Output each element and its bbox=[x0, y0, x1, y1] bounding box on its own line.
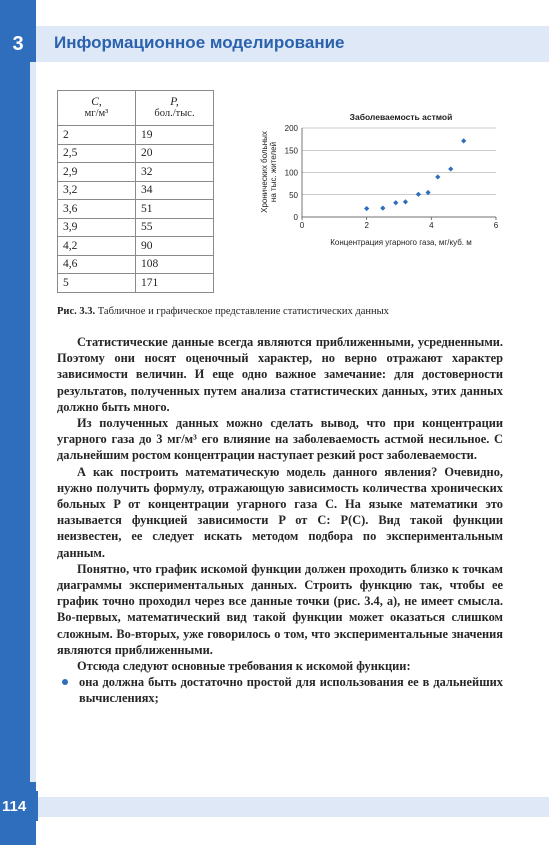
table-row bbox=[58, 274, 214, 293]
table-header-c: C, мг/м³ bbox=[58, 91, 136, 126]
table-cell-p: 32 bbox=[136, 163, 214, 182]
y-tick-label: 200 bbox=[284, 124, 298, 133]
x-tick-label: 2 bbox=[364, 221, 369, 230]
asthma-chart bbox=[258, 106, 508, 256]
x-tick-label: 6 bbox=[493, 221, 499, 230]
caption-text: Табличное и графическое представление статистических данных bbox=[97, 306, 389, 317]
table-cell-p: 171 bbox=[136, 274, 214, 293]
table-row bbox=[58, 163, 214, 182]
table-cell-c: 3,2 bbox=[58, 181, 136, 200]
left-margin-stripe bbox=[0, 0, 36, 845]
table-row bbox=[58, 237, 214, 256]
table-header-p: P, бол./тыс. bbox=[136, 91, 214, 126]
table-cell-c: 5 bbox=[58, 274, 136, 293]
body-text bbox=[57, 334, 503, 707]
table-row bbox=[58, 218, 214, 237]
data-table bbox=[57, 90, 214, 293]
table-cell-c: 3,9 bbox=[58, 218, 136, 237]
table-row bbox=[58, 255, 214, 274]
caption-label: Рис. 3.3. bbox=[57, 306, 96, 317]
chart-title: Заболеваемость астмой bbox=[349, 112, 453, 122]
data-point bbox=[435, 174, 440, 179]
data-point bbox=[416, 192, 421, 197]
table-cell-p: 34 bbox=[136, 181, 214, 200]
y-tick-label: 100 bbox=[284, 168, 298, 178]
chart-ylabel-line1: Хронических больных bbox=[260, 131, 269, 213]
table-cell-p: 19 bbox=[136, 126, 214, 145]
bullet-dot-icon bbox=[62, 679, 68, 685]
table-row bbox=[58, 200, 214, 219]
y-tick-label: 0 bbox=[293, 213, 298, 222]
figure-caption bbox=[57, 306, 517, 317]
paragraph: Из полученных данных можно сделать вывод, что при концентрации угарного газа до 3 мг/м³ его влияние на заболеваемость астмой несильное. С дальнейшим ростом концентрации наступает резкий рост заболеваемости. bbox=[57, 416, 503, 463]
paragraph: А как построить математическую модель данного явления? Очевидно, нужно получить формулу, отражающую зависимость количества хронических больных P от концентрации угарного газа C. На языке математики это называется функцией зависимости P от C: P(C). Вид такой функции неизвестен, ее следует искать методом подбора по экспериментальным данным. bbox=[57, 464, 503, 560]
table-row bbox=[58, 181, 214, 200]
chart-xlabel: Концентрация угарного газа, мг/куб. м bbox=[330, 238, 472, 247]
chart-ylabel-line2: на тыс. жителей bbox=[269, 141, 278, 203]
table-cell-c: 3,6 bbox=[58, 200, 136, 219]
data-point bbox=[426, 190, 431, 195]
table-header-row bbox=[58, 91, 214, 126]
table-cell-c: 2,9 bbox=[58, 163, 136, 182]
chapter-number: 3 bbox=[0, 26, 36, 62]
table-row bbox=[58, 126, 214, 145]
paragraph: Понятно, что график искомой функции должен проходить близко к точкам диаграммы экспериментальных данных. Строить функцию так, чтобы ее график точно проходил через все данные точки (рис. 3.4, а), не имеет смысла. Во-первых, математический вид такой функции может оказаться слишком сложным. Во-вторых, уже говорилось о том, что экспериментальные значения являются приближенными. bbox=[57, 561, 503, 657]
x-tick-label: 0 bbox=[299, 221, 305, 230]
footer-bar bbox=[36, 797, 549, 817]
x-tick-label: 4 bbox=[429, 221, 434, 230]
data-point bbox=[403, 199, 408, 204]
table-cell-c: 2 bbox=[58, 126, 136, 145]
bullet-item: она должна быть достаточно простой для использования ее в дальнейших вычислениях; bbox=[57, 674, 503, 706]
table-cell-p: 51 bbox=[136, 200, 214, 219]
page-number: 114 bbox=[0, 791, 38, 821]
table-cell-p: 20 bbox=[136, 144, 214, 163]
table-cell-c: 2,5 bbox=[58, 144, 136, 163]
paragraph: Статистические данные всегда являются приближенными, усредненными. Поэтому они носят оценочный характер, но верно отражают характер зависимости величин. И еще одно важное замечание: для достоверности результатов, полученных путем анализа статистических данных, этих данных должно быть много. bbox=[57, 335, 503, 414]
data-point bbox=[461, 138, 466, 143]
table-cell-c: 4,6 bbox=[58, 255, 136, 274]
table-row bbox=[58, 144, 214, 163]
table-cell-c: 4,2 bbox=[58, 237, 136, 256]
data-point bbox=[393, 200, 398, 205]
chapter-title: Информационное моделирование bbox=[54, 33, 345, 52]
data-point bbox=[364, 206, 369, 211]
paragraph: Отсюда следуют основные требования к искомой функции: bbox=[77, 659, 411, 674]
plot-area bbox=[285, 124, 499, 230]
table-cell-p: 108 bbox=[136, 255, 214, 274]
y-tick-label: 150 bbox=[284, 146, 298, 156]
data-point bbox=[448, 166, 453, 171]
table-cell-p: 90 bbox=[136, 237, 214, 256]
data-point bbox=[380, 206, 385, 211]
table-cell-p: 55 bbox=[136, 218, 214, 237]
y-tick-label: 50 bbox=[289, 190, 298, 200]
